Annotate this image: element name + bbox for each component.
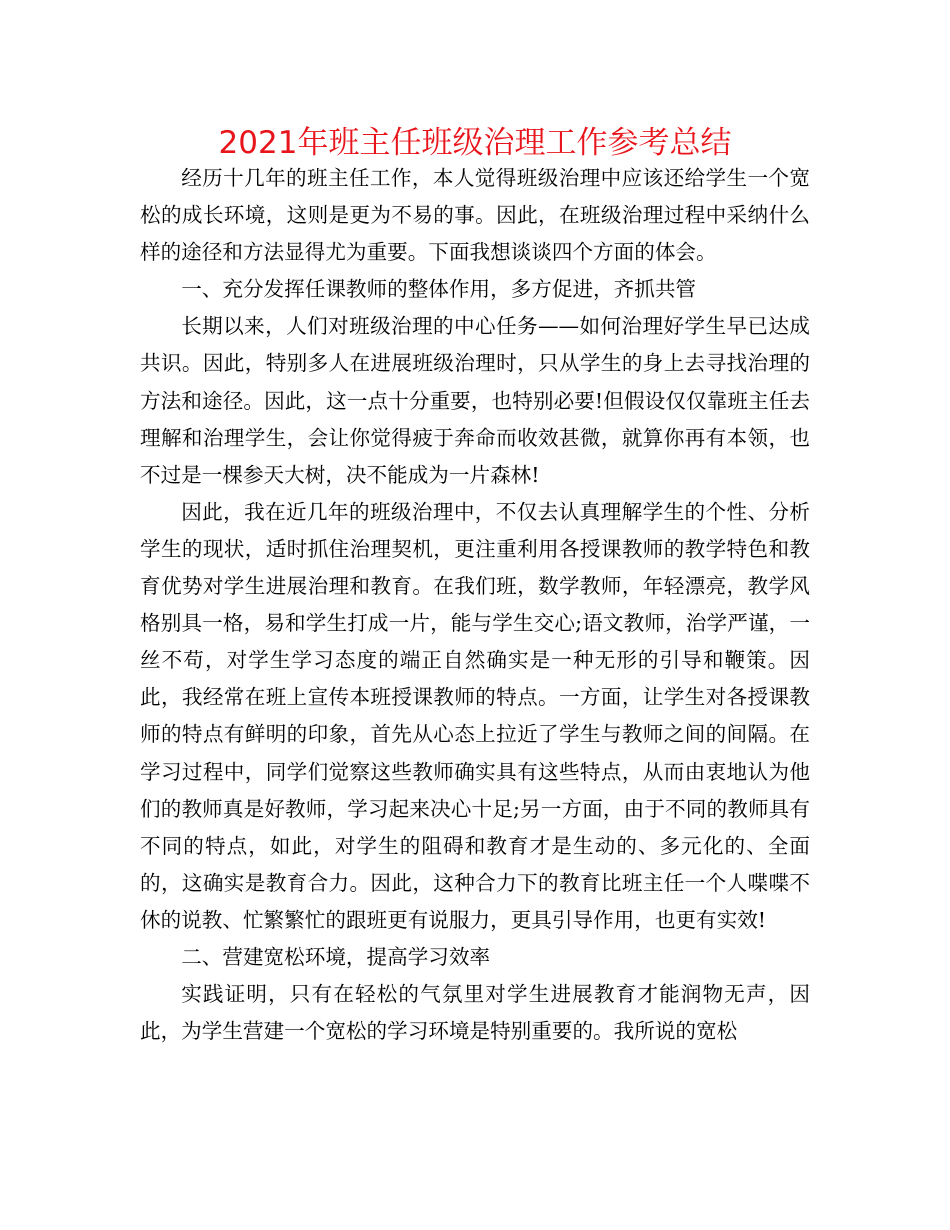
paragraph-section-1a: 长期以来，人们对班级治理的中心任务——如何治理好学生早已达成共识。因此，特别多人在进展班级治理时，只从学生的身上去寻找治理的方法和途径。因此，这一点十分重要，也特别必要!但假设仅仅靠班主任去理解和治理学生，会让你觉得疲于奔命而收效甚微，就算你再有本领，也不过是一棵参天大树，决不能成为一片森林! <box>140 314 810 487</box>
paragraph-section-1b: 因此，我在近几年的班级治理中，不仅去认真理解学生的个性、分析学生的现状，适时抓住治理契机，更注重利用各授课教师的教学特色和教育优势对学生进展治理和教育。在我们班，数学教师，年轻漂亮，教学风格别具一格，易和学生打成一片，能与学生交心;语文教师，治学严谨，一丝不苟，对学生学习态度的端正自然确实是一种无形的引导和鞭策。因此，我经常在班上宣传本班授课教师的特点。一方面，让学生对各授课教师的特点有鲜明的印象，首先从心态上拉近了学生与教师之间的间隔。在学习过程中，同学们觉察这些教师确实具有这些特点，从而由衷地认为他们的教师真是好教师，学习起来决心十足;另一方面，由于不同的教师具有不同的特点，如此，对学生的阻碍和教育才是生动的、多元化的、全面的，这确实是教育合力。因此，这种合力下的教育比班主任一个人喋喋不休的说教、忙繁繁忙的跟班更有说服力，更具引导作用，也更有实效! <box>140 499 810 932</box>
section-heading-2: 二、营建宽松环境，提高学习效率 <box>181 944 491 969</box>
document-body <box>140 160 810 1050</box>
paragraph-section-2a: 实践证明，只有在轻松的气氛里对学生进展教育才能润物无声，因此，为学生营建一个宽松的学习环境是特别重要的。我所说的宽松 <box>140 982 810 1044</box>
section-heading-1: 一、充分发挥任课教师的整体作用，多方促进，齐抓共管 <box>181 277 697 302</box>
document-title: 2021年班主任班级治理工作参考总结 <box>218 125 732 161</box>
paragraph-intro: 经历十几年的班主任工作，本人觉得班级治理中应该还给学生一个宽松的成长环境，这则是更为不易的事。因此，在班级治理过程中采纳什么样的途径和方法显得尤为重要。下面我想谈谈四个方面的体会。 <box>140 166 810 265</box>
